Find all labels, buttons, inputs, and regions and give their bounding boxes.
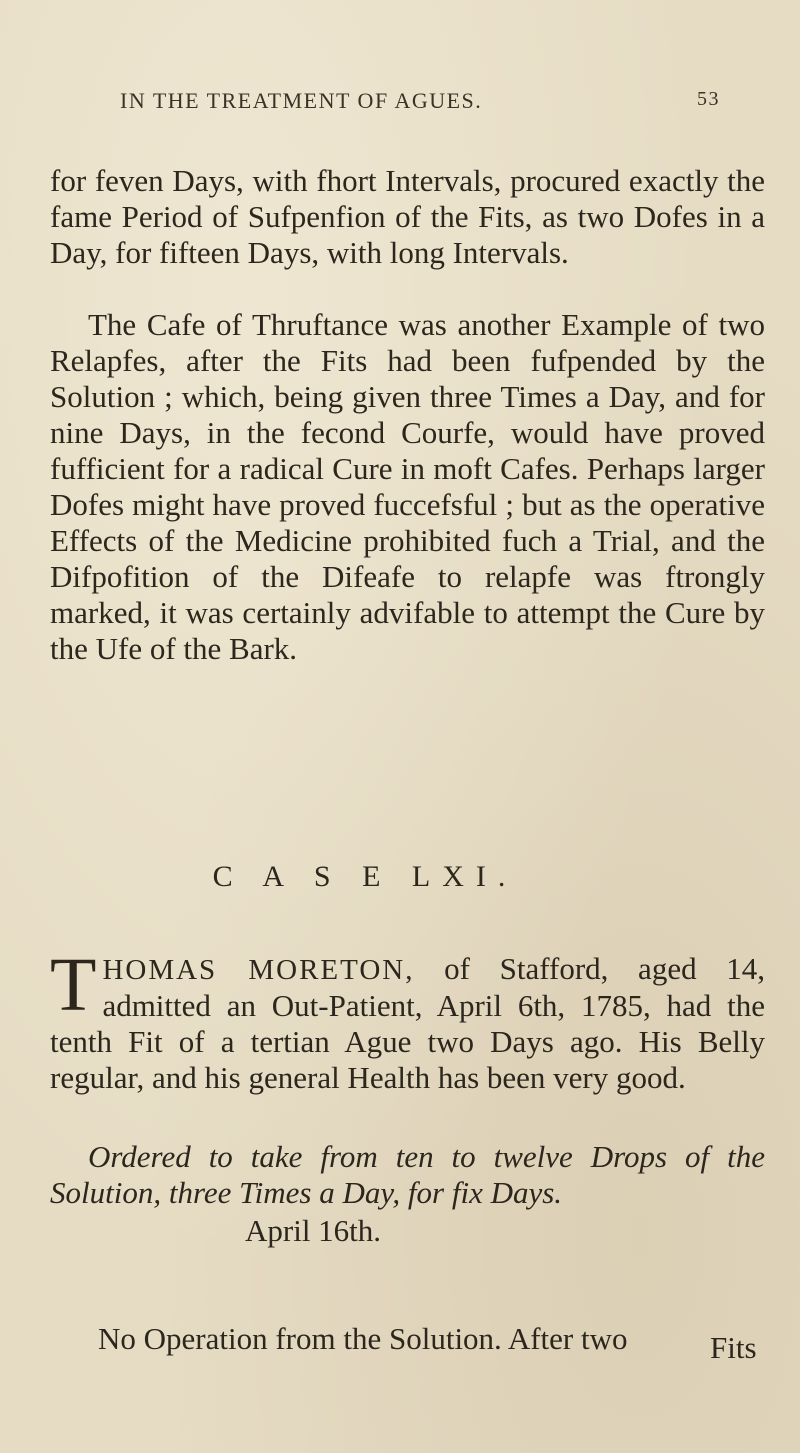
page-number: 53 [697, 88, 720, 110]
entry-date: April 16th. [245, 1213, 382, 1248]
paragraph-thruftance-case: The Cafe of Thruftance was another Example of two Relapfes, after the Fits had been fufpended by the Solution ; which, being given three Times a Day, and for nine Days, in the fecond Courfe, would have proved fufficient for a radical Cure in moft Cafes. Perhaps larger Dofes might have proved fuccefsful ; but as the operative Effects of the Medicine prohibited fuch a Trial, and the Difpofition of the Difeafe to relapfe was ftrongly marked, it was certainly advifable to attempt the Cure by the Ufe of the Bark. [50, 307, 765, 666]
case-body-text: of Stafford, aged 14, admitted an Out-Patient, April 6th, 1785, had the tenth Fit of a tertian Ague two Days ago. His Belly regular, and his general Health has been very good. [50, 951, 765, 1095]
case-description [50, 943, 765, 1096]
drop-cap: T [50, 943, 97, 1027]
case-heading: C A S E LXI. [212, 860, 518, 893]
catchword: Fits [710, 1330, 757, 1365]
running-head [120, 88, 720, 114]
prescription-order: Ordered to take from ten to twelve Drops of the Solution, three Times a Day, for fix Days. [50, 1139, 765, 1210]
running-head-title: IN THE TREATMENT OF AGUES. [120, 88, 483, 113]
patient-name: HOMAS MORETON, [102, 954, 415, 986]
progress-note: No Operation from the Solution. After two [98, 1321, 628, 1356]
paragraph-continuation: for feven Days, with fhort Intervals, procured exactly the fame Period of Sufpenfion of the Fits, as two Dofes in a Day, for fifteen Days, with long Intervals. [50, 163, 765, 270]
